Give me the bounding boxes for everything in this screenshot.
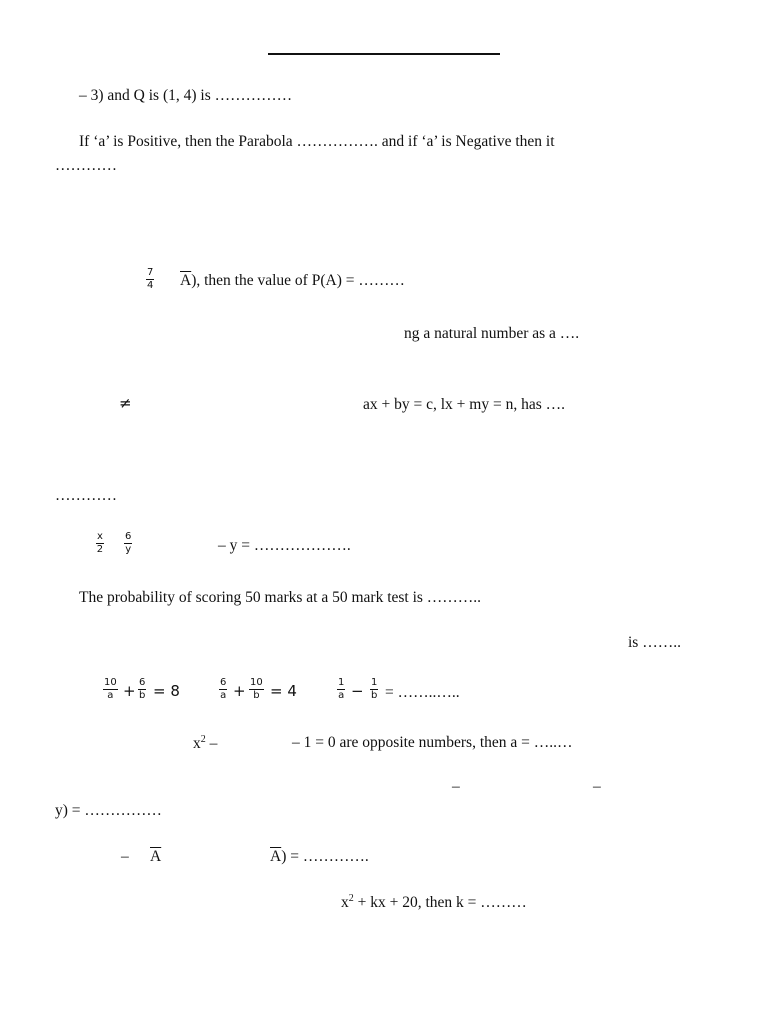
fraction-numerator: 6 xyxy=(139,677,146,688)
exponent: 2 xyxy=(348,893,354,904)
variable-x: x xyxy=(193,735,201,752)
minus-sign: − xyxy=(351,682,364,700)
variable-x: x xyxy=(341,894,349,911)
fraction-denominator: a xyxy=(220,690,227,701)
equals-4: = 4 xyxy=(270,682,297,700)
fraction-6-a xyxy=(219,678,227,701)
fraction-denominator: b xyxy=(253,690,260,701)
fraction-numerator: 6 xyxy=(125,531,132,542)
fraction-denominator: a xyxy=(338,690,345,701)
question-line-8: The probability of scoring 50 marks at a 50 mark test is ……….. xyxy=(79,589,482,606)
fraction-numerator: x xyxy=(97,531,103,542)
fraction-denominator: b xyxy=(371,690,378,701)
question-line-2: If ‘a’ is Positive, then the Parabola ……………. and if ‘a’ is Negative then it xyxy=(79,133,555,150)
fraction-denominator: a xyxy=(107,690,114,701)
question-line-7: – y = ………………. xyxy=(218,537,351,554)
question-line-15 xyxy=(341,894,527,911)
complement-a: $\overline{A}$ xyxy=(180,272,192,289)
question-line-14-text: ) = …………. xyxy=(281,848,369,865)
fraction-numerator: 1 xyxy=(371,677,378,688)
question-line-3-text: ), then the value of P(A) = ……… xyxy=(191,272,405,289)
fraction-x-2 xyxy=(96,532,104,555)
fraction-1-b xyxy=(370,678,378,701)
question-line-11: – 1 = 0 are opposite numbers, then a = …..… xyxy=(292,734,573,751)
not-equal-symbol: ≠ xyxy=(119,394,132,412)
header-rule xyxy=(268,53,500,55)
fraction-10-b xyxy=(249,678,264,701)
a-bar: $\overline{A}$ xyxy=(270,848,282,865)
question-line-13: y) = …………… xyxy=(55,802,162,819)
fraction-denominator: y xyxy=(125,544,132,555)
question-line-3 xyxy=(180,273,405,289)
a-bar: $\overline{A}$ xyxy=(150,848,162,865)
question-line-15-text: + kx + 20, then k = ……… xyxy=(353,894,527,911)
question-line-5: ax + by = c, lx + my = n, has …. xyxy=(363,396,565,413)
fraction-6-b xyxy=(138,678,146,701)
fraction-10-a xyxy=(103,678,118,701)
question-line-9: is …….. xyxy=(628,634,681,651)
fraction-numerator: 6 xyxy=(220,677,227,688)
exponent: 2 xyxy=(200,734,206,745)
dash: – xyxy=(205,735,218,752)
question-line-4: ng a natural number as a …. xyxy=(404,325,580,342)
fraction-numerator: 10 xyxy=(104,677,117,688)
fraction-denominator: b xyxy=(139,690,146,701)
dash-mark: – xyxy=(593,778,601,795)
question-line-2-continuation: ………… xyxy=(55,157,117,174)
complement-a xyxy=(150,849,161,865)
plus-sign: + xyxy=(123,682,136,700)
question-line-14 xyxy=(270,849,369,865)
plus-sign: + xyxy=(233,682,246,700)
dash-mark: – xyxy=(121,848,129,865)
equals-8: = 8 xyxy=(153,682,180,700)
question-line-10-blank: = ……..….. xyxy=(385,684,460,701)
fraction-6-y xyxy=(124,532,132,555)
fraction-7-4 xyxy=(146,268,154,291)
fraction-denominator: 2 xyxy=(96,544,104,555)
fraction-numerator: 7 xyxy=(147,267,154,278)
dash-mark: – xyxy=(452,778,460,795)
fraction-1-a xyxy=(337,678,345,701)
question-line-11-start xyxy=(193,735,217,752)
fraction-denominator: 4 xyxy=(147,280,154,291)
fraction-numerator: 10 xyxy=(250,677,263,688)
fraction-numerator: 1 xyxy=(338,677,345,688)
question-line-1: – 3) and Q is (1, 4) is …………… xyxy=(79,87,293,104)
question-line-6: ………… xyxy=(55,487,117,504)
